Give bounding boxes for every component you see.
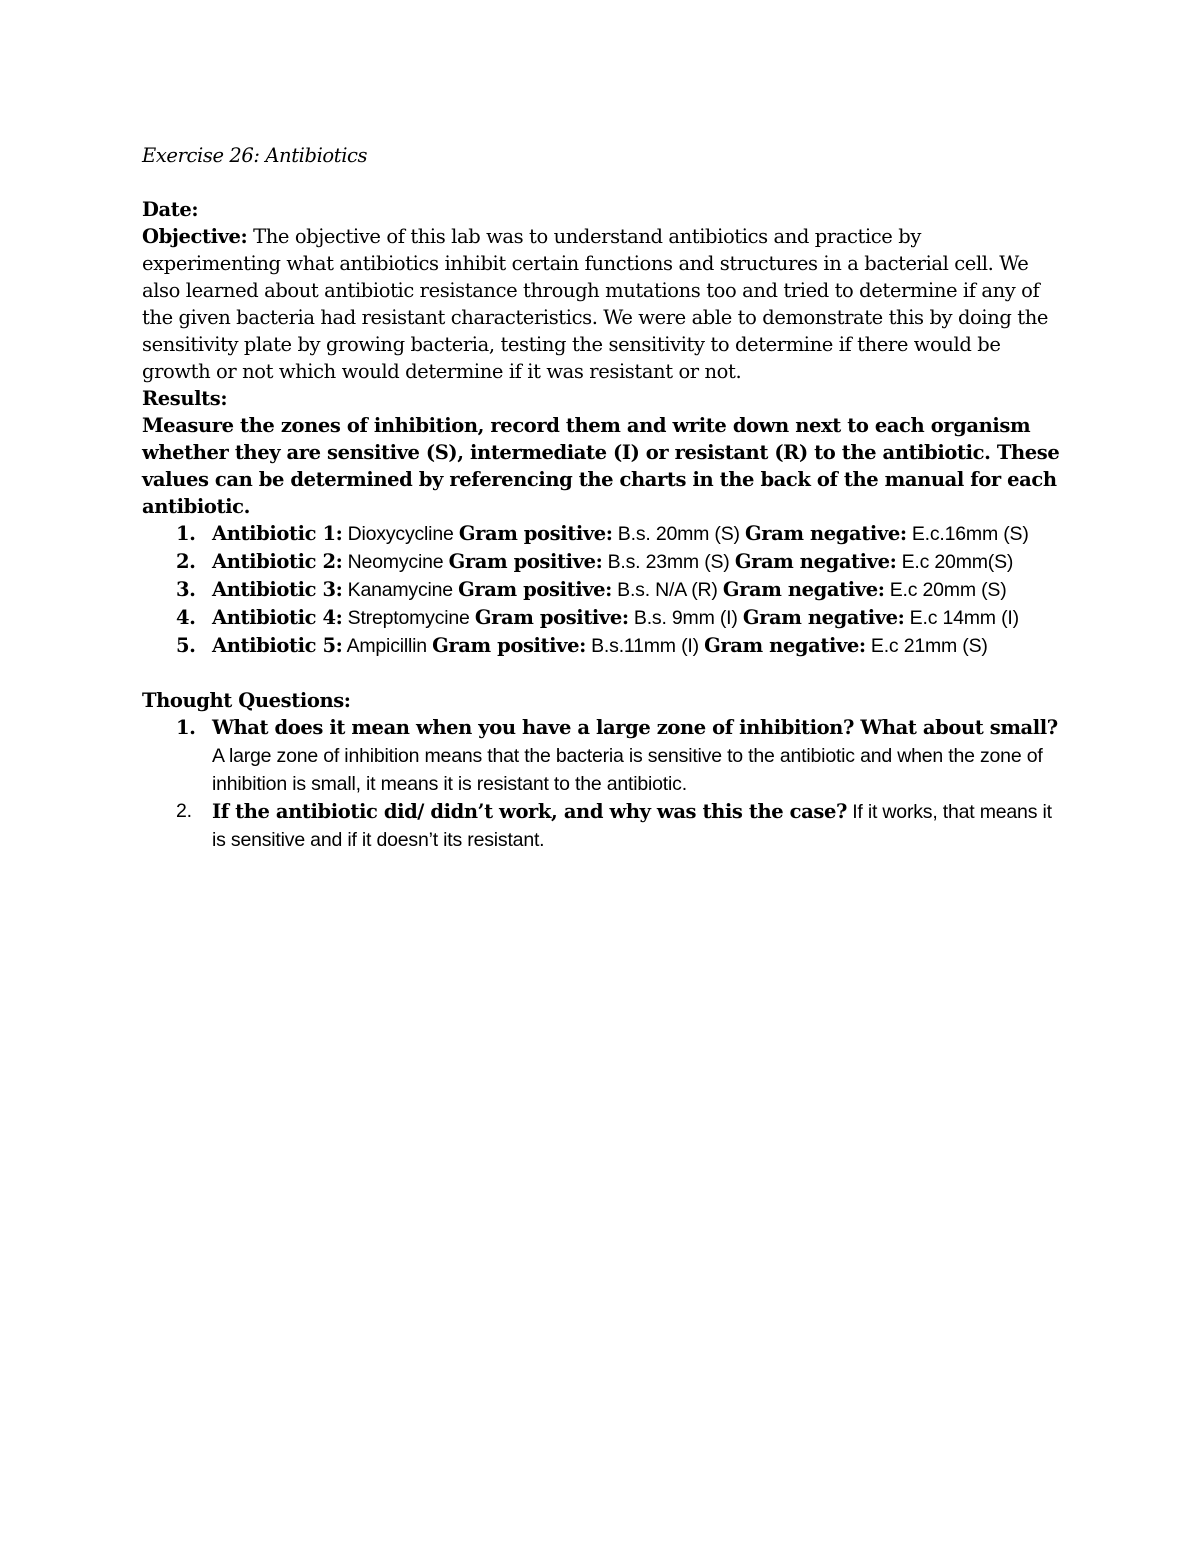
section-spacer	[142, 660, 1062, 687]
results-list-item	[142, 520, 1062, 548]
document-title: Exercise 26: Antibiotics	[142, 144, 368, 167]
list-number: 2.	[176, 550, 196, 573]
gram-positive-label: Gram positive:	[432, 634, 586, 657]
question-text: What does it mean when you have a large zone of inhibition? What about small?	[212, 716, 1058, 739]
list-number: 4.	[176, 606, 196, 629]
results-list-item	[142, 576, 1062, 604]
objective-label: Objective:	[142, 225, 248, 248]
thought-question-item	[142, 798, 1062, 854]
date-label: Date:	[142, 198, 199, 221]
gram-negative-label: Gram negative:	[742, 606, 905, 629]
antibiotic-name: Kanamycine	[342, 579, 459, 601]
gram-negative-label: Gram negative:	[734, 550, 897, 573]
gram-positive-label: Gram positive:	[474, 606, 629, 629]
thought-question-item	[142, 714, 1062, 798]
gram-negative-value: E.c 20mm (S)	[884, 579, 1007, 601]
results-list	[142, 520, 1062, 660]
results-list-item	[142, 604, 1062, 632]
gram-positive-label: Gram positive:	[458, 578, 612, 601]
answer-text: If it works, that means it is sensitive and if it doesn’t its resistant.	[212, 801, 1052, 851]
objective-paragraph	[142, 223, 1062, 385]
gram-positive-label: Gram positive:	[458, 522, 613, 545]
list-number: 1.	[176, 522, 196, 545]
list-number: 5.	[176, 634, 196, 657]
document-content	[142, 142, 1062, 854]
gram-negative-value: E.c 14mm (I)	[904, 607, 1019, 629]
answer-text: A large zone of inhibition means that the bacteria is sensitive to the antibiotic and when the zone of inhibition is small, it means it is resistant to the antibiotic.	[212, 745, 1043, 795]
thought-questions-list	[142, 714, 1062, 854]
gram-positive-value: B.s. 20mm (S)	[612, 523, 746, 545]
gram-negative-label: Gram negative:	[745, 522, 907, 545]
thought-questions-label: Thought Questions:	[142, 689, 351, 712]
gram-negative-value: E.c.16mm (S)	[906, 523, 1029, 545]
antibiotic-name: Neomycine	[342, 551, 449, 573]
gram-positive-value: B.s. N/A (R)	[611, 579, 723, 601]
antibiotic-label: Antibiotic 5:	[212, 634, 343, 657]
antibiotic-label: Antibiotic 2:	[212, 550, 343, 573]
gram-negative-label: Gram negative:	[722, 578, 885, 601]
antibiotic-label: Antibiotic 3:	[212, 578, 343, 601]
list-number: 3.	[176, 578, 196, 601]
list-number: 2.	[176, 800, 192, 822]
gram-negative-value: E.c 21mm (S)	[865, 635, 988, 657]
antibiotic-name: Ampicillin	[342, 635, 433, 657]
gram-negative-label: Gram negative:	[704, 634, 866, 657]
question-text: If the antibiotic did/ didn’t work, and why was this the case?	[212, 800, 847, 823]
objective-text: The objective of this lab was to understand antibiotics and practice by experimenting what antibiotics inhibit certain functions and structures in a bacterial cell. We also learned about antibiotic resistance through mutations too and tried to determine if any of the given bacteria had resistant characteristics. We were able to demonstrate this by doing the sensitivity plate by growing bacteria, testing the sensitivity to determine if there would be growth or not which would determine if it was resistant or not.	[142, 225, 1048, 383]
gram-negative-value: E.c 20mm(S)	[896, 551, 1014, 573]
antibiotic-label: Antibiotic 1:	[212, 522, 343, 545]
results-list-item	[142, 548, 1062, 576]
results-label: Results:	[142, 387, 228, 410]
results-list-item	[142, 632, 1062, 660]
antibiotic-label: Antibiotic 4:	[212, 606, 343, 629]
list-number: 1.	[176, 716, 196, 739]
antibiotic-name: Streptomycine	[342, 607, 475, 629]
gram-positive-value: B.s.11mm (I)	[585, 635, 705, 657]
antibiotic-name: Dioxycycline	[342, 523, 459, 545]
gram-positive-label: Gram positive:	[448, 550, 603, 573]
results-instructions: Measure the zones of inhibition, record them and write down next to each organism whether they are sensitive (S), intermediate (I) or resistant (R) to the antibiotic. These values can be determined by referencing the charts in the back of the manual for each antibiotic.	[142, 414, 1060, 518]
gram-positive-value: B.s. 9mm (I)	[628, 607, 743, 629]
gram-positive-value: B.s. 23mm (S)	[602, 551, 735, 573]
